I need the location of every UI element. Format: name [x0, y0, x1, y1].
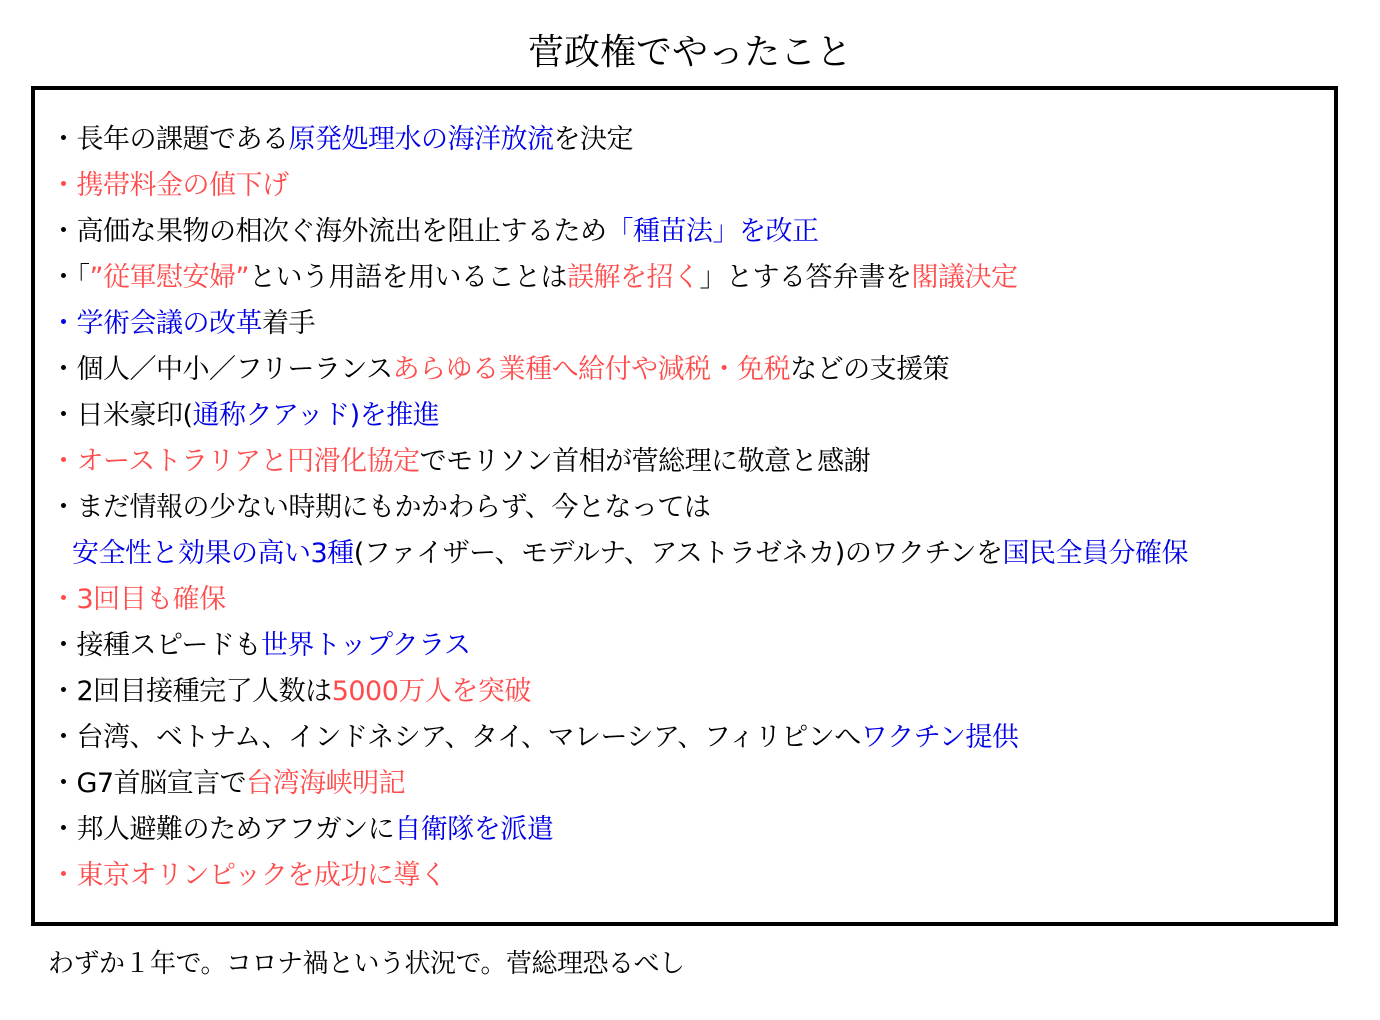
- list-item: [50, 209, 1324, 255]
- list-item-text: 学術会議の改革: [76, 308, 262, 339]
- list-item-text: 5000万人を突破: [331, 676, 531, 707]
- list-item: [50, 807, 1324, 853]
- list-item-text: 台湾海峡明記: [246, 768, 406, 799]
- list-item-text: ・G7首脳宣言で: [50, 768, 247, 799]
- list-item-text: ・邦人避難のためアフガンに: [50, 814, 395, 845]
- list-item-text: オーストラリアと円滑化協定: [76, 446, 420, 477]
- list-item-text: ・2回目接種完了人数は: [50, 676, 332, 707]
- list-item: [50, 393, 1324, 439]
- list-item-text: を決定: [553, 124, 633, 155]
- list-item: [50, 761, 1324, 807]
- list-item-text: という用語を用いることは: [248, 262, 567, 293]
- list-item-text: ・: [50, 446, 77, 477]
- list-item-text: 3回目も確保: [76, 584, 226, 615]
- list-item-text: ・まだ情報の少ない時期にもかかわらず、今となっては: [50, 492, 711, 523]
- list-item: [50, 485, 1324, 531]
- list-item-text: ・「: [50, 262, 90, 293]
- list-item-text: などの支援策: [790, 354, 950, 385]
- list-item: [50, 531, 1324, 577]
- list-item-text: ・個人／中小／フリーランス: [50, 354, 393, 385]
- list-item: [50, 163, 1324, 209]
- list-item: [50, 347, 1324, 393]
- list-item: [50, 439, 1324, 485]
- list-item-text: ・: [50, 860, 77, 891]
- list-item-text: 通称クアッド)を推進: [192, 400, 440, 431]
- list-item-text: ・日米豪印(: [50, 400, 193, 431]
- list-item-text: 自衛隊を派遣: [394, 814, 554, 845]
- list-item: [50, 715, 1324, 761]
- list-item: [50, 669, 1324, 715]
- list-item-text: ”従軍慰安婦”: [89, 262, 249, 293]
- list-item-text: ・高価な果物の相次ぐ海外流出を阻止するため: [50, 216, 607, 247]
- list-item-text: 誤解を招く: [566, 262, 700, 293]
- achievements-list: [50, 117, 1324, 899]
- list-item: [50, 255, 1324, 301]
- list-item-text: ・: [50, 308, 77, 339]
- list-item-text: ・接種スピードも: [50, 630, 261, 661]
- list-item-text: ・: [50, 170, 77, 201]
- list-item-text: 閣議決定: [911, 262, 1018, 293]
- list-item-text: 携帯料金の値下げ: [76, 170, 289, 201]
- list-item-text: 世界トップクラス: [260, 630, 471, 661]
- list-item-text: 国民全員分確保: [1002, 538, 1188, 569]
- list-item-text: 原発処理水の海洋放流: [288, 124, 554, 155]
- list-item: [50, 117, 1324, 163]
- list-item-text: あらゆる業種へ給付や減税・免税: [392, 354, 791, 385]
- page-title: 菅政権でやったこと: [527, 32, 852, 73]
- list-item: [50, 853, 1324, 899]
- list-item-text: ・長年の課題である: [50, 124, 289, 155]
- list-item-text: (ファイザー、モデルナ、アストラゼネカ)のワクチンを: [353, 538, 1003, 569]
- footer-note: わずか１年で。コロナ禍という状況で。菅総理恐るべし: [48, 949, 685, 979]
- achievements-box: [31, 86, 1338, 926]
- list-item-text: ワクチン提供: [860, 722, 1019, 753]
- list-item: [50, 577, 1324, 623]
- list-item-text: ・: [50, 584, 77, 615]
- list-item-text: 」とする答弁書を: [699, 262, 912, 293]
- list-item: [50, 301, 1324, 347]
- list-item-text: 安全性と効果の高い3種: [72, 538, 354, 569]
- list-item-text: 東京オリンピックを成功に導く: [76, 860, 447, 891]
- list-item-text: ・台湾、ベトナム、インドネシア、タイ、マレーシア、フィリピンへ: [50, 722, 861, 753]
- list-item-text: でモリソン首相が菅総理に敬意と感謝: [419, 446, 871, 477]
- list-item-text: 「種苗法」を改正: [606, 216, 819, 247]
- list-item: [50, 623, 1324, 669]
- list-item-text: 着手: [262, 308, 315, 339]
